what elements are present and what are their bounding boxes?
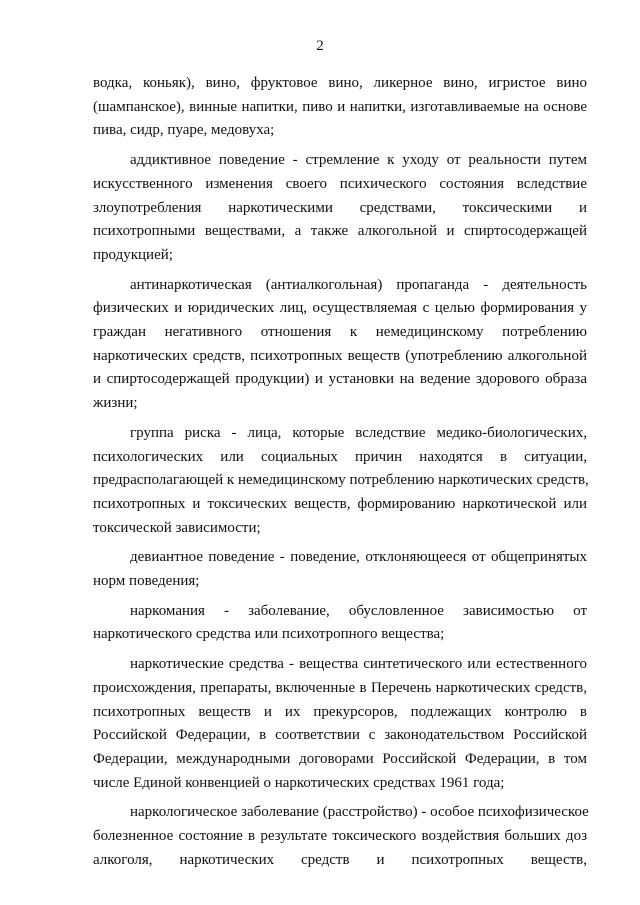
text-line: предрасполагающей к немедицинскому потреблению наркотических средств, — [93, 472, 589, 489]
text-line: норм поведения; — [93, 573, 200, 590]
text-line: алкоголя, наркотических средств и психотропных веществ, — [93, 851, 587, 868]
text-line: жизни; — [93, 395, 138, 412]
text-line: искусственного изменения своего психического состояния вследствие — [93, 175, 587, 192]
text-line: физических и юридических лиц, осуществляемая с целью формирования у — [93, 300, 587, 317]
document-body — [93, 72, 587, 879]
text-line: наркотического средства или психотропного вещества; — [93, 626, 445, 643]
text-line: группа риска - лица, которые вследствие медико-биологических, — [130, 424, 587, 441]
text-line: наркологическое заболевание (расстройство) - особое психофизическое — [130, 804, 589, 821]
paragraph — [93, 653, 587, 795]
paragraph — [93, 149, 587, 268]
text-line: наркомания - заболевание, обусловленное зависимостью от — [130, 602, 587, 619]
text-line: числе Единой конвенцией о наркотических средствах 1961 года; — [93, 774, 505, 791]
text-line: Федерации, международными договорами Российской Федерации, в том — [93, 750, 587, 767]
text-line: наркотические средства - вещества синтетического или естественного — [130, 656, 587, 673]
text-line: происхождения, препараты, включенные в Перечень наркотических средств, — [93, 679, 587, 696]
text-line: психотропных веществ и их прекурсоров, подлежащих контролю в — [93, 703, 587, 720]
text-line: пива, сидр, пуаре, медовуха; — [93, 122, 275, 139]
text-line: (шампанское), винные напитки, пиво и напитки, изготавливаемые на основе — [93, 98, 587, 115]
text-line: девиантное поведение - поведение, отклоняющееся от общепринятых — [130, 549, 587, 566]
text-line: болезненное состояние в результате токсического воздействия больших доз — [93, 828, 587, 845]
paragraph — [93, 546, 587, 593]
text-line: психотропных и токсических веществ, формированию наркотической или — [93, 495, 587, 512]
text-line: граждан негативного отношения к немедицинскому потреблению — [93, 324, 587, 341]
text-line: продукцией; — [93, 246, 173, 263]
page-number: 2 — [316, 38, 324, 54]
text-line: злоупотребления наркотическими средствами, токсическими и — [93, 199, 587, 216]
text-line: наркотических средств, психотропных веществ (употреблению алкогольной — [93, 347, 587, 364]
paragraph — [93, 801, 587, 872]
text-line: Российской Федерации, в соответствии с законодательством Российской — [93, 727, 587, 744]
paragraph — [93, 274, 587, 416]
paragraph — [93, 422, 587, 541]
text-line: токсической зависимости; — [93, 519, 261, 536]
text-line: и спиртосодержащей продукции) и установки на ведение здорового образа — [93, 371, 587, 388]
paragraph — [93, 600, 587, 647]
text-line: водка, коньяк), вино, фруктовое вино, ликерное вино, игристое вино — [93, 75, 587, 91]
text-line: психотропными веществами, а также алкогольной и спиртосодержащей — [93, 223, 587, 240]
text-line: антинаркотическая (антиалкогольная) пропаганда - деятельность — [130, 276, 587, 293]
text-line: аддиктивное поведение - стремление к уходу от реальности путем — [130, 152, 587, 169]
paragraph — [93, 72, 587, 143]
text-line: психологических или социальных причин находятся в ситуации, — [93, 448, 587, 465]
